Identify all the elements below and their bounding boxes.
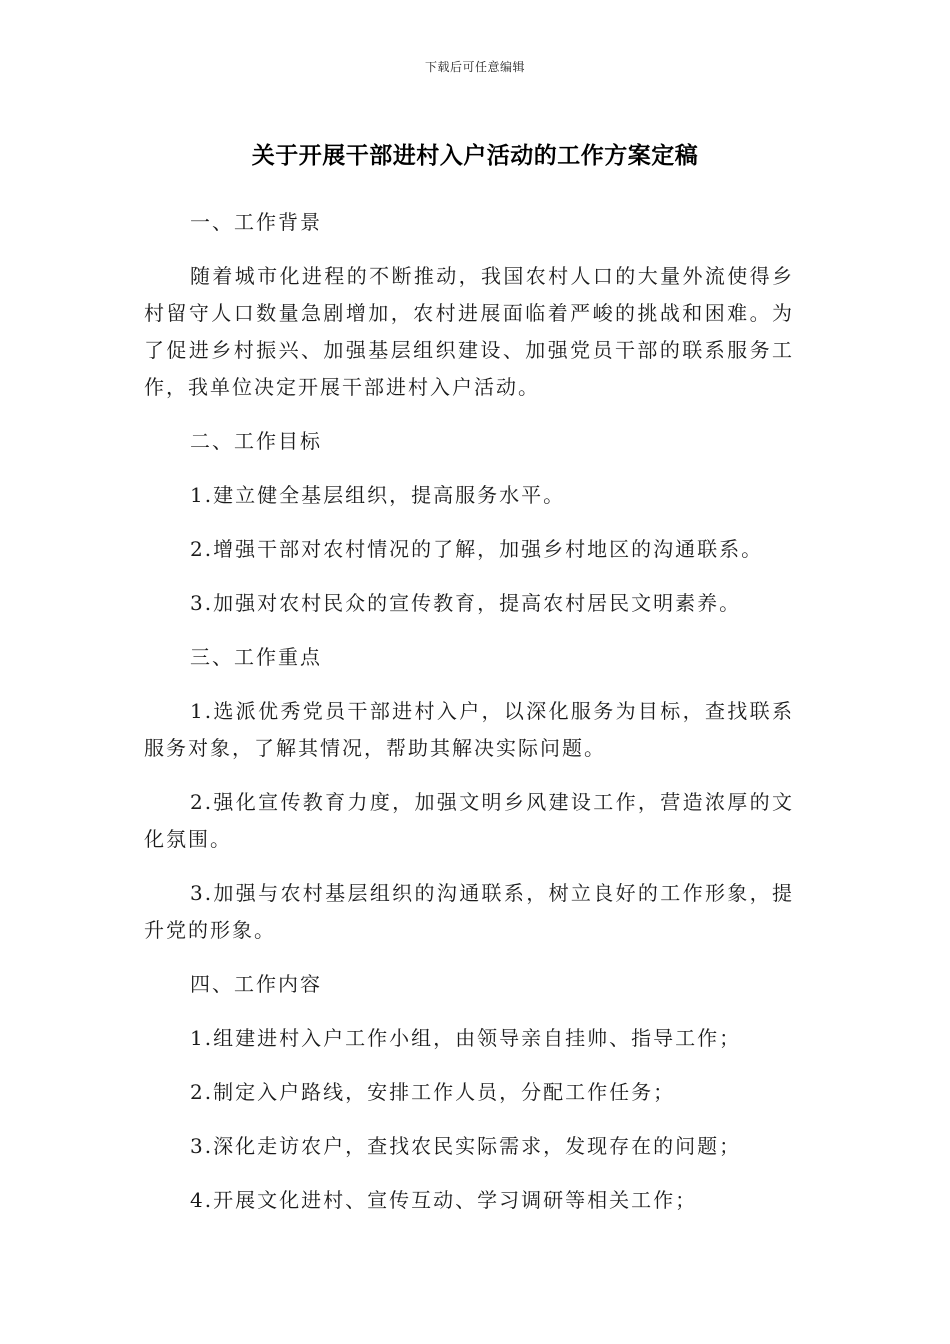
goal-item-1: 1.建立健全基层组织，提高服务水平。	[190, 483, 566, 507]
header-note: 下载后可任意编辑	[424, 60, 525, 74]
content-item-2: 2.制定入户路线，安排工作人员，分配工作任务；	[190, 1080, 676, 1104]
section-heading-focus: 三、工作重点	[190, 645, 322, 669]
focus-item-1: 1.选派优秀党员干部进村入户，以深化服务为目标，查找联系服务对象，了解其情况，帮助其解决实际问题。	[144, 699, 794, 760]
content-item-3: 3.深化走访农户，查找农民实际需求，发现存在的问题；	[190, 1134, 742, 1158]
focus-item-2: 2.强化宣传教育力度，加强文明乡风建设工作，营造浓厚的文化氛围。	[144, 790, 794, 851]
focus-item-3: 3.加强与农村基层组织的沟通联系，树立良好的工作形象，提升党的形象。	[144, 881, 794, 942]
document-body	[144, 204, 794, 1236]
goal-item-3: 3.加强对农村民众的宣传教育，提高农村居民文明素养。	[190, 591, 742, 615]
document-title: 关于开展干部进村入户活动的工作方案定稿	[251, 143, 699, 169]
section-heading-background: 一、工作背景	[190, 210, 322, 234]
section-heading-goals: 二、工作目标	[190, 429, 322, 453]
section-heading-content: 四、工作内容	[190, 972, 322, 996]
content-item-4: 4.开展文化进村、宣传互动、学习调研等相关工作；	[190, 1188, 698, 1212]
paragraph-background: 随着城市化进程的不断推动，我国农村人口的大量外流使得乡村留守人口数量急剧增加，农村进展面临着严峻的挑战和困难。为了促进乡村振兴、加强基层组织建设、加强党员干部的联系服务工作，我单位决定开展干部进村入户活动。	[144, 264, 794, 399]
goal-item-2: 2.增强干部对农村情况的了解，加强乡村地区的沟通联系。	[190, 537, 764, 561]
content-item-1: 1.组建进村入户工作小组，由领导亲自挂帅、指导工作；	[190, 1026, 742, 1050]
